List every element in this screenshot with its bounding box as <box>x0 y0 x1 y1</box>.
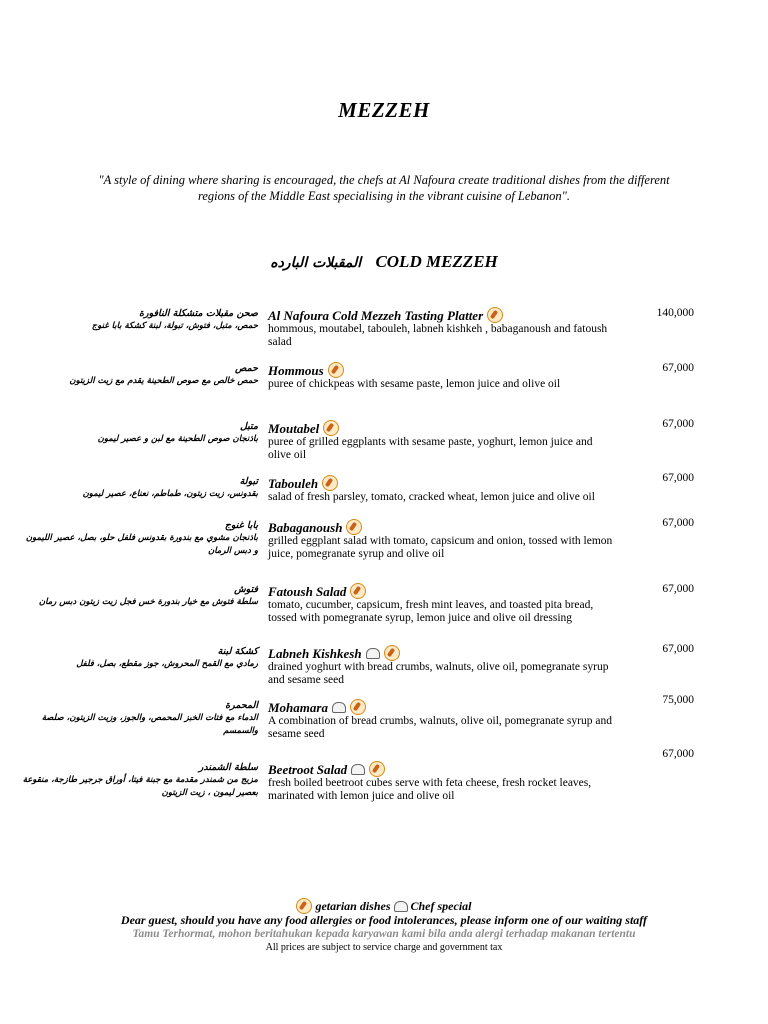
section-title-ar: المقبلات البارده <box>270 255 362 271</box>
item-english-text <box>268 475 618 504</box>
section-title-en: COLD MEZZEH <box>375 252 498 271</box>
item-desc-ar: مزيج من شمندر مقدمة مع جبنة فيتا، أوراق جرجير طازجة، منقوعة بعصير ليمون ، زيت الزيتون <box>22 775 258 798</box>
vegetarian-icon <box>346 519 362 535</box>
item-desc-ar: باذنجان مشوي مع بندورة بقدونس فلفل حلو، بصل، عصير الليمون و دبس الرمان <box>25 533 258 556</box>
item-arabic-text <box>22 420 258 446</box>
item-name-row <box>268 645 618 661</box>
item-name-ar: متبل <box>239 421 258 432</box>
item-arabic-text <box>22 475 258 501</box>
chef-hat-icon <box>332 702 346 713</box>
item-english-text <box>268 519 618 561</box>
item-arabic-text <box>22 362 258 388</box>
item-name: Moutabel <box>268 420 320 436</box>
item-name-ar: المحمرة <box>225 700 258 711</box>
item-name-ar: حمص <box>234 363 258 374</box>
legend-vegetarian: getarian dishes <box>315 898 391 913</box>
allergy-notice-id: Tamu Terhormat, mohon beritahukan kepada karyawan kami bila anda alergi terhadap makanan tertentu <box>132 928 636 940</box>
legend-chef: Chef special <box>410 898 472 913</box>
item-price: 67,000 <box>662 517 694 529</box>
item-name-row <box>268 307 618 323</box>
vegetarian-icon <box>328 362 344 378</box>
item-name-ar: بابا غنوج <box>224 520 258 531</box>
prices-note: All prices are subject to service charge and government tax <box>265 942 503 953</box>
item-name-row <box>268 761 618 777</box>
item-name-row <box>268 583 618 599</box>
item-description: puree of chickpeas with sesame paste, lemon juice and olive oil <box>268 378 561 390</box>
item-name-row <box>268 362 618 378</box>
item-english-text <box>268 362 618 391</box>
vegetarian-icon <box>487 307 503 323</box>
item-name-row <box>268 519 618 535</box>
item-description: hommous, moutabel, tabouleh, labneh kishkeh , babaganoush and fatoush salad <box>268 323 608 348</box>
item-arabic-text <box>22 519 258 558</box>
item-description: fresh boiled beetroot cubes serve with feta cheese, fresh rocket leaves, marinated with lemon juice and olive oil <box>268 777 592 802</box>
item-price: 140,000 <box>656 307 694 319</box>
item-name: Babaganoush <box>268 519 343 535</box>
item-desc-ar: باذنجان صوص الطحينة مع لبن و عصير ليمون <box>97 434 258 444</box>
page-title: MEZZEH <box>338 98 430 122</box>
icon-legend <box>0 898 768 914</box>
item-description: tomato, cucumber, capsicum, fresh mint leaves, and toasted pita bread, tossed with pomegranate syrup, lemon juice and olive oil dressing <box>268 599 594 624</box>
item-english-text <box>268 645 618 687</box>
item-name: Fatoush Salad <box>268 583 347 599</box>
chef-hat-icon <box>351 764 365 775</box>
item-desc-ar: بقدونس، زيت زيتون، طماطم، نعناع، عصير ليمون <box>82 489 258 499</box>
item-name: Al Nafoura Cold Mezzeh Tasting Platter <box>268 307 484 323</box>
item-name: Hommous <box>268 362 324 378</box>
item-arabic-text <box>22 583 258 609</box>
item-description: A combination of bread crumbs, walnuts, olive oil, pomegranate syrup and sesame seed <box>268 715 612 740</box>
item-name-row <box>268 420 618 436</box>
item-price: 67,000 <box>662 362 694 374</box>
item-desc-ar: رمادي مع القمح المحروش، جوز مقطع، بصل، فلفل <box>76 659 258 669</box>
item-name: Labneh Kishkesh <box>268 645 362 661</box>
item-description: drained yoghurt with bread crumbs, walnuts, olive oil, pomegranate syrup and sesame seed <box>268 661 609 686</box>
item-desc-ar: الدماء مع فتات الخبز المحمص، والجوز، وزيت الزيتون، صلصة والسمسم <box>41 713 258 736</box>
item-arabic-text <box>22 307 258 333</box>
item-name: Beetroot Salad <box>268 761 348 777</box>
item-arabic-text <box>22 761 258 800</box>
allergy-notice-en: Dear guest, should you have any food allergies or food intolerances, please inform one of our waiting staff <box>120 913 648 927</box>
chef-hat-icon <box>366 648 380 659</box>
item-arabic-text <box>22 699 258 738</box>
item-name: Tabouleh <box>268 475 319 491</box>
item-english-text <box>268 307 618 349</box>
item-name-ar: تبولة <box>239 476 258 487</box>
item-name: Mohamara <box>268 699 328 715</box>
section-heading <box>0 252 768 272</box>
item-description: salad of fresh parsley, tomato, cracked wheat, lemon juice and olive oil <box>268 491 595 503</box>
vegetarian-icon <box>322 475 338 491</box>
item-description: grilled eggplant salad with tomato, capsicum and onion, tossed with lemon juice, pomegranate syrup and olive oil <box>268 535 613 560</box>
vegetarian-icon <box>350 699 366 715</box>
item-price: 67,000 <box>662 418 694 430</box>
item-price: 75,000 <box>662 694 694 706</box>
item-description: puree of grilled eggplants with sesame paste, yoghurt, lemon juice and olive oil <box>268 436 593 461</box>
vegetarian-icon <box>323 420 339 436</box>
item-desc-ar: حمص خالص مع صوص الطحينة يقدم مع زيت الزيتون <box>69 376 258 386</box>
item-name-row <box>268 699 618 715</box>
item-english-text <box>268 583 618 625</box>
vegetarian-icon <box>350 583 366 599</box>
item-desc-ar: حمص، متبل، فتوش، تبولة، لبنة كشكة بابا غنوج <box>91 321 258 331</box>
vegetarian-icon <box>369 761 385 777</box>
item-english-text <box>268 420 618 462</box>
item-name-row <box>268 475 618 491</box>
item-arabic-text <box>22 645 258 671</box>
item-price: 67,000 <box>662 643 694 655</box>
item-english-text <box>268 699 618 741</box>
item-price: 67,000 <box>662 583 694 595</box>
item-name-ar: فتوش <box>234 584 258 595</box>
item-price: 67,000 <box>662 472 694 484</box>
intro-text: "A style of dining where sharing is encouraged, the chefs at Al Nafoura create traditional dishes from the different regions of the Middle East specialising in the vibrant cuisine of Lebanon". <box>98 173 670 203</box>
item-name-ar: كشكة لبنة <box>217 646 258 657</box>
item-name-ar: سلطة الشمندر <box>198 762 258 773</box>
chef-hat-icon <box>394 901 408 912</box>
item-name-ar: صحن مقبلات متشكلة النافورة <box>139 308 258 319</box>
item-price: 67,000 <box>662 748 694 760</box>
item-desc-ar: سلطة فتوش مع خيار بندورة خس فجل زيت زيتون دبس رمان <box>38 597 258 607</box>
vegetarian-icon <box>296 898 312 914</box>
item-english-text <box>268 761 618 803</box>
vegetarian-icon <box>384 645 400 661</box>
